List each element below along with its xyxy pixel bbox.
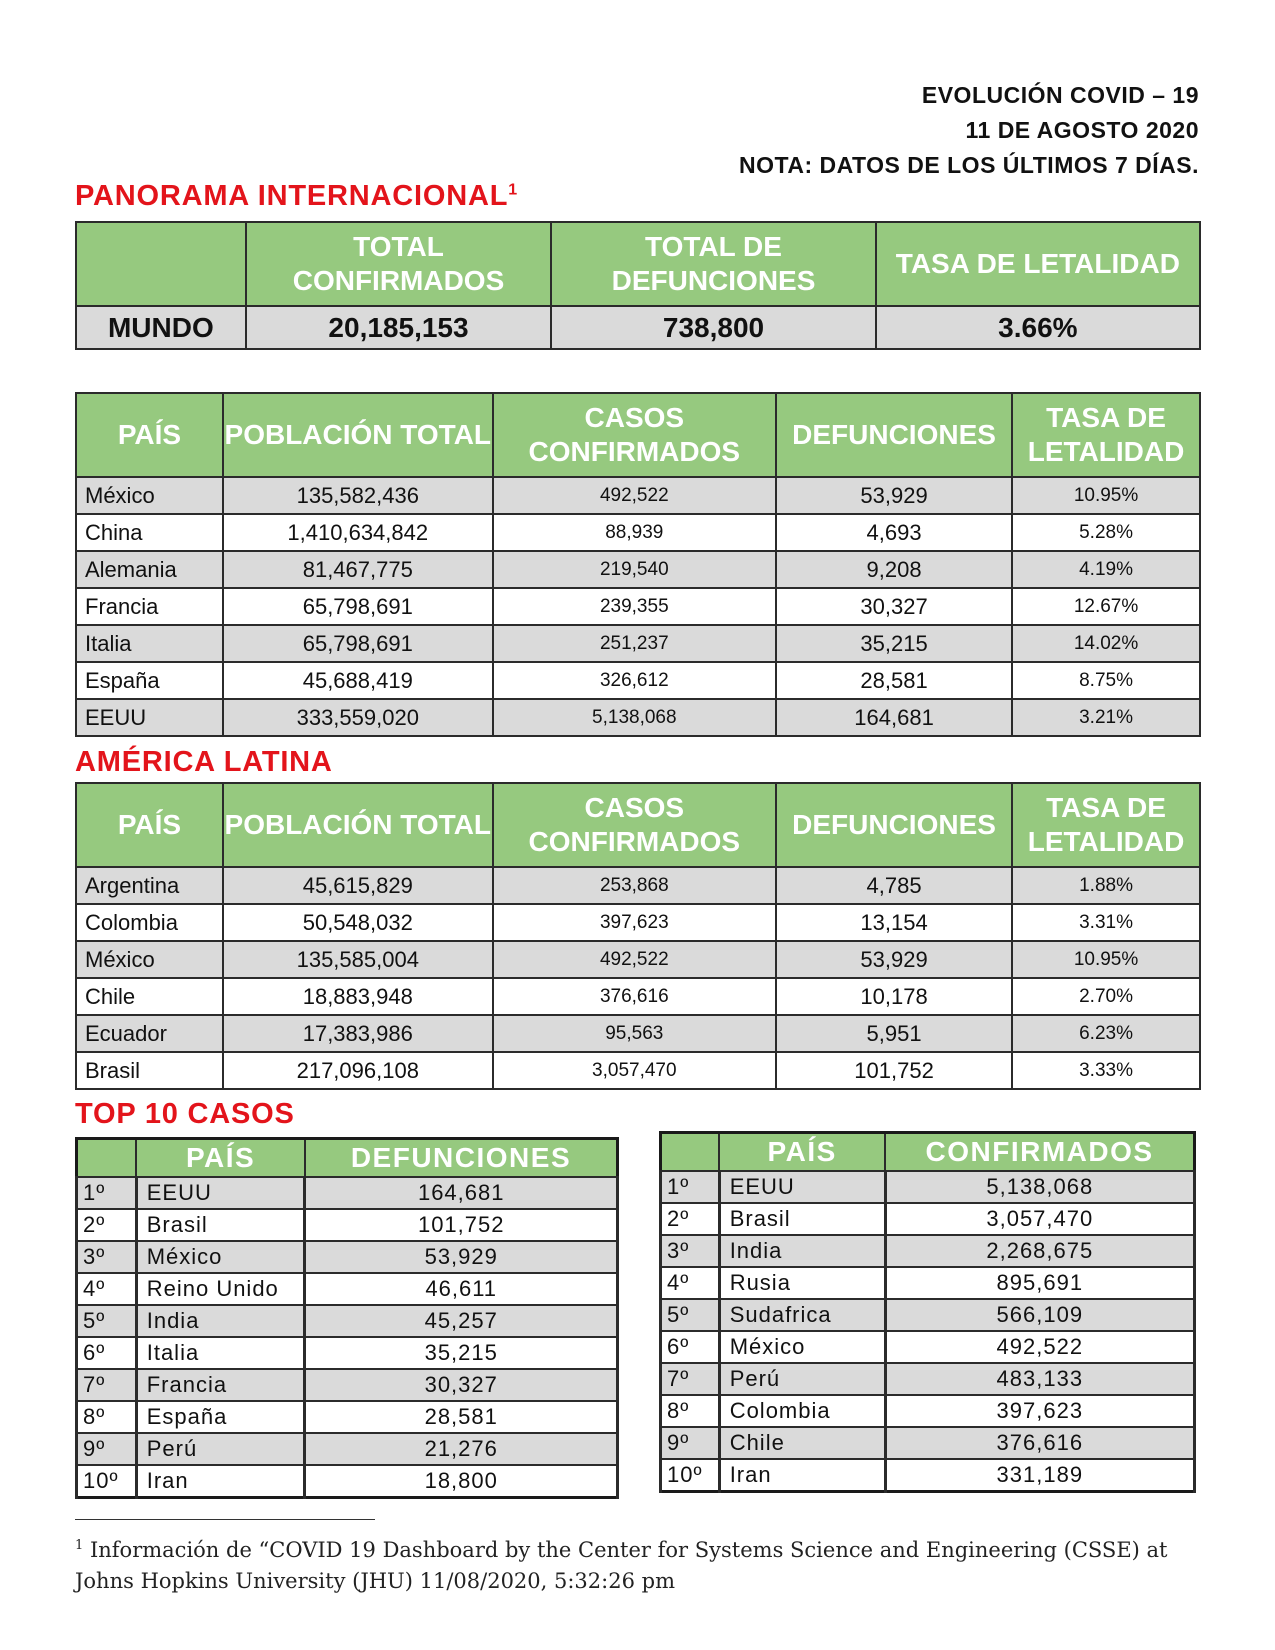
- cell-rank: 8º: [661, 1395, 720, 1427]
- header-tasa: TASA DE LETALIDAD: [1012, 393, 1200, 477]
- table-row: [661, 1299, 1195, 1331]
- world-defunciones: 738,800: [551, 306, 875, 349]
- cell-rank: 5º: [77, 1305, 137, 1337]
- cell-casos: 492,522: [493, 941, 776, 978]
- cell-pais: Francia: [136, 1369, 305, 1401]
- cell-defunciones: 53,929: [776, 941, 1012, 978]
- cell-casos: 239,355: [493, 588, 776, 625]
- cell-pais: Colombia: [76, 904, 223, 941]
- cell-poblacion: 1,410,634,842: [223, 514, 493, 551]
- cell-poblacion: 45,615,829: [223, 867, 493, 904]
- cell-casos: 5,138,068: [493, 699, 776, 736]
- table-row: [76, 514, 1200, 551]
- cell-casos: 219,540: [493, 551, 776, 588]
- table-header-row: [77, 1139, 618, 1178]
- table-row: [661, 1459, 1195, 1492]
- cell-defunciones: 35,215: [776, 625, 1012, 662]
- table-row: [76, 1052, 1200, 1089]
- cell-pais: Rusia: [719, 1267, 885, 1299]
- cell-pais: Chile: [719, 1427, 885, 1459]
- international-table-body: [76, 477, 1200, 736]
- table-row: [661, 1363, 1195, 1395]
- table-row: [76, 588, 1200, 625]
- cell-pais: Iran: [719, 1459, 885, 1492]
- cell-rank: 3º: [77, 1241, 137, 1273]
- cell-pais: Iran: [136, 1465, 305, 1498]
- cell-defunciones: 9,208: [776, 551, 1012, 588]
- cell-tasa: 10.95%: [1012, 941, 1200, 978]
- header-casos: CASOS CONFIRMADOS: [493, 783, 776, 867]
- footnote-ref: 1: [508, 181, 518, 199]
- world-tasa: 3.66%: [876, 306, 1200, 349]
- world-label: MUNDO: [76, 306, 246, 349]
- cell-pais: Sudafrica: [719, 1299, 885, 1331]
- cell-pais: Perú: [136, 1433, 305, 1465]
- cell-rank: 4º: [661, 1267, 720, 1299]
- header-tasa-letalidad: TASA DE LETALIDAD: [876, 222, 1200, 306]
- table-row: [76, 662, 1200, 699]
- cell-pais: Italia: [136, 1337, 305, 1369]
- table-header-row: [76, 783, 1200, 867]
- world-summary-table: [75, 221, 1201, 350]
- header-date: 11 DE AGOSTO 2020: [965, 117, 1199, 143]
- cell-casos: 326,612: [493, 662, 776, 699]
- cell-value: 46,611: [305, 1273, 618, 1305]
- header-title: EVOLUCIÓN COVID – 19: [921, 82, 1199, 108]
- cell-rank: 5º: [661, 1299, 720, 1331]
- cell-pais: España: [76, 662, 223, 699]
- cell-value: 28,581: [305, 1401, 618, 1433]
- cell-defunciones: 30,327: [776, 588, 1012, 625]
- header-pais: PAÍS: [76, 783, 223, 867]
- cell-value: 5,138,068: [885, 1171, 1194, 1203]
- cell-tasa: 8.75%: [1012, 662, 1200, 699]
- header-rank: [77, 1139, 137, 1178]
- header-defunciones: DEFUNCIONES: [305, 1139, 618, 1178]
- cell-pais: México: [76, 477, 223, 514]
- header-note: NOTA: DATOS DE LOS ÚLTIMOS 7 DÍAS.: [739, 152, 1199, 178]
- cell-pais: España: [136, 1401, 305, 1433]
- table-row: [77, 1401, 618, 1433]
- cell-casos: 253,868: [493, 867, 776, 904]
- cell-defunciones: 10,178: [776, 978, 1012, 1015]
- header-pais: PAÍS: [719, 1133, 885, 1172]
- cell-rank: 2º: [77, 1209, 137, 1241]
- cell-rank: 6º: [661, 1331, 720, 1363]
- footnote-text: Información de “COVID 19 Dashboard by the Center for Systems Science and Engineering (CSSE) at Johns Hopkins University (JHU) 11/08/2020, 5:32:26 pm: [75, 1538, 1168, 1593]
- header-poblacion: POBLACIÓN TOTAL: [223, 783, 493, 867]
- header-tasa: TASA DE LETALIDAD: [1012, 783, 1200, 867]
- cell-tasa: 14.02%: [1012, 625, 1200, 662]
- table-row: [76, 1015, 1200, 1052]
- table-row: [661, 1171, 1195, 1203]
- top10-deaths-body: [77, 1177, 618, 1498]
- cell-tasa: 4.19%: [1012, 551, 1200, 588]
- table-row: [77, 1433, 618, 1465]
- cell-value: 566,109: [885, 1299, 1194, 1331]
- cell-pais: India: [719, 1235, 885, 1267]
- cell-pais: EEUU: [76, 699, 223, 736]
- cell-value: 53,929: [305, 1241, 618, 1273]
- table-row: [661, 1331, 1195, 1363]
- table-row: [76, 941, 1200, 978]
- cell-poblacion: 217,096,108: [223, 1052, 493, 1089]
- table-row: [77, 1273, 618, 1305]
- document-header: [739, 78, 1199, 183]
- footnote-mark: 1: [75, 1538, 84, 1553]
- top10-confirmed-table: [659, 1131, 1196, 1493]
- cell-pais: Brasil: [76, 1052, 223, 1089]
- cell-value: 492,522: [885, 1331, 1194, 1363]
- cell-rank: 9º: [661, 1427, 720, 1459]
- cell-value: 30,327: [305, 1369, 618, 1401]
- cell-pais: Reino Unido: [136, 1273, 305, 1305]
- cell-tasa: 6.23%: [1012, 1015, 1200, 1052]
- cell-poblacion: 81,467,775: [223, 551, 493, 588]
- cell-defunciones: 28,581: [776, 662, 1012, 699]
- cell-rank: 1º: [661, 1171, 720, 1203]
- cell-defunciones: 4,693: [776, 514, 1012, 551]
- latam-table-body: [76, 867, 1200, 1089]
- cell-poblacion: 17,383,986: [223, 1015, 493, 1052]
- cell-tasa: 2.70%: [1012, 978, 1200, 1015]
- cell-rank: 9º: [77, 1433, 137, 1465]
- cell-rank: 7º: [661, 1363, 720, 1395]
- cell-rank: 3º: [661, 1235, 720, 1267]
- header-total-confirmados: TOTAL CONFIRMADOS: [246, 222, 552, 306]
- cell-tasa: 1.88%: [1012, 867, 1200, 904]
- table-header-row: [661, 1133, 1195, 1172]
- cell-rank: 1º: [77, 1177, 137, 1209]
- cell-pais: China: [76, 514, 223, 551]
- cell-casos: 251,237: [493, 625, 776, 662]
- cell-value: 45,257: [305, 1305, 618, 1337]
- cell-tasa: 3.33%: [1012, 1052, 1200, 1089]
- cell-value: 376,616: [885, 1427, 1194, 1459]
- cell-defunciones: 101,752: [776, 1052, 1012, 1089]
- cell-pais: Colombia: [719, 1395, 885, 1427]
- cell-pais: Alemania: [76, 551, 223, 588]
- top10-confirmed-body: [661, 1171, 1195, 1492]
- cell-casos: 3,057,470: [493, 1052, 776, 1089]
- cell-defunciones: 164,681: [776, 699, 1012, 736]
- cell-pais: EEUU: [719, 1171, 885, 1203]
- cell-poblacion: 333,559,020: [223, 699, 493, 736]
- cell-poblacion: 135,585,004: [223, 941, 493, 978]
- table-row: [661, 1203, 1195, 1235]
- table-row: [76, 551, 1200, 588]
- cell-rank: 7º: [77, 1369, 137, 1401]
- cell-casos: 397,623: [493, 904, 776, 941]
- header-poblacion: POBLACIÓN TOTAL: [223, 393, 493, 477]
- top10-deaths-table: [75, 1137, 619, 1499]
- table-row: [76, 978, 1200, 1015]
- header-total-defunciones: TOTAL DE DEFUNCIONES: [551, 222, 875, 306]
- cell-defunciones: 53,929: [776, 477, 1012, 514]
- cell-tasa: 10.95%: [1012, 477, 1200, 514]
- world-confirmados: 20,185,153: [246, 306, 552, 349]
- cell-tasa: 12.67%: [1012, 588, 1200, 625]
- cell-rank: 10º: [661, 1459, 720, 1492]
- table-row: [76, 867, 1200, 904]
- cell-pais: Francia: [76, 588, 223, 625]
- table-row: [77, 1241, 618, 1273]
- cell-pais: Argentina: [76, 867, 223, 904]
- cell-pais: India: [136, 1305, 305, 1337]
- cell-casos: 95,563: [493, 1015, 776, 1052]
- cell-poblacion: 45,688,419: [223, 662, 493, 699]
- cell-value: 3,057,470: [885, 1203, 1194, 1235]
- footnote: [75, 1530, 1215, 1597]
- table-row: [77, 1369, 618, 1401]
- cell-pais: Italia: [76, 625, 223, 662]
- latam-table: [75, 782, 1201, 1090]
- table-row: [661, 1235, 1195, 1267]
- cell-rank: 8º: [77, 1401, 137, 1433]
- cell-poblacion: 65,798,691: [223, 588, 493, 625]
- header-defunciones: DEFUNCIONES: [776, 783, 1012, 867]
- cell-pais: Brasil: [719, 1203, 885, 1235]
- table-row: [77, 1209, 618, 1241]
- international-table: [75, 392, 1201, 737]
- cell-casos: 492,522: [493, 477, 776, 514]
- table-row: [77, 1465, 618, 1498]
- header-pais: PAÍS: [76, 393, 223, 477]
- table-row: [77, 1337, 618, 1369]
- cell-value: 164,681: [305, 1177, 618, 1209]
- table-row: [76, 699, 1200, 736]
- cell-tasa: 3.31%: [1012, 904, 1200, 941]
- cell-value: 101,752: [305, 1209, 618, 1241]
- cell-value: 331,189: [885, 1459, 1194, 1492]
- cell-value: 397,623: [885, 1395, 1194, 1427]
- cell-pais: Brasil: [136, 1209, 305, 1241]
- cell-casos: 88,939: [493, 514, 776, 551]
- header-blank: [76, 222, 246, 306]
- cell-tasa: 5.28%: [1012, 514, 1200, 551]
- table-header-row: [76, 393, 1200, 477]
- cell-pais: México: [76, 941, 223, 978]
- header-rank: [661, 1133, 720, 1172]
- cell-pais: México: [719, 1331, 885, 1363]
- cell-pais: EEUU: [136, 1177, 305, 1209]
- footnote-divider: [75, 1519, 375, 1520]
- cell-casos: 376,616: [493, 978, 776, 1015]
- cell-poblacion: 50,548,032: [223, 904, 493, 941]
- panorama-title: PANORAMA INTERNACIONAL$^1$: [75, 180, 518, 212]
- cell-defunciones: 13,154: [776, 904, 1012, 941]
- cell-defunciones: 5,951: [776, 1015, 1012, 1052]
- header-pais: PAÍS: [136, 1139, 305, 1178]
- table-row: [77, 1305, 618, 1337]
- cell-tasa: 3.21%: [1012, 699, 1200, 736]
- header-confirmados: CONFIRMADOS: [885, 1133, 1194, 1172]
- cell-value: 21,276: [305, 1433, 618, 1465]
- table-row: [77, 1177, 618, 1209]
- cell-pais: Chile: [76, 978, 223, 1015]
- table-header-row: [76, 222, 1200, 306]
- cell-value: 483,133: [885, 1363, 1194, 1395]
- table-row: [661, 1395, 1195, 1427]
- cell-value: 895,691: [885, 1267, 1194, 1299]
- table-row: [76, 477, 1200, 514]
- cell-pais: Ecuador: [76, 1015, 223, 1052]
- cell-rank: 2º: [661, 1203, 720, 1235]
- cell-rank: 10º: [77, 1465, 137, 1498]
- cell-rank: 4º: [77, 1273, 137, 1305]
- world-row: [76, 306, 1200, 349]
- table-row: [661, 1267, 1195, 1299]
- top10-title: TOP 10 CASOS: [75, 1098, 295, 1130]
- cell-poblacion: 135,582,436: [223, 477, 493, 514]
- cell-poblacion: 65,798,691: [223, 625, 493, 662]
- table-row: [661, 1427, 1195, 1459]
- cell-defunciones: 4,785: [776, 867, 1012, 904]
- cell-rank: 6º: [77, 1337, 137, 1369]
- cell-pais: Perú: [719, 1363, 885, 1395]
- header-defunciones: DEFUNCIONES: [776, 393, 1012, 477]
- header-casos: CASOS CONFIRMADOS: [493, 393, 776, 477]
- cell-value: 18,800: [305, 1465, 618, 1498]
- latam-title: AMÉRICA LATINA: [75, 746, 333, 778]
- table-row: [76, 904, 1200, 941]
- cell-poblacion: 18,883,948: [223, 978, 493, 1015]
- cell-value: 35,215: [305, 1337, 618, 1369]
- cell-value: 2,268,675: [885, 1235, 1194, 1267]
- cell-pais: México: [136, 1241, 305, 1273]
- table-row: [76, 625, 1200, 662]
